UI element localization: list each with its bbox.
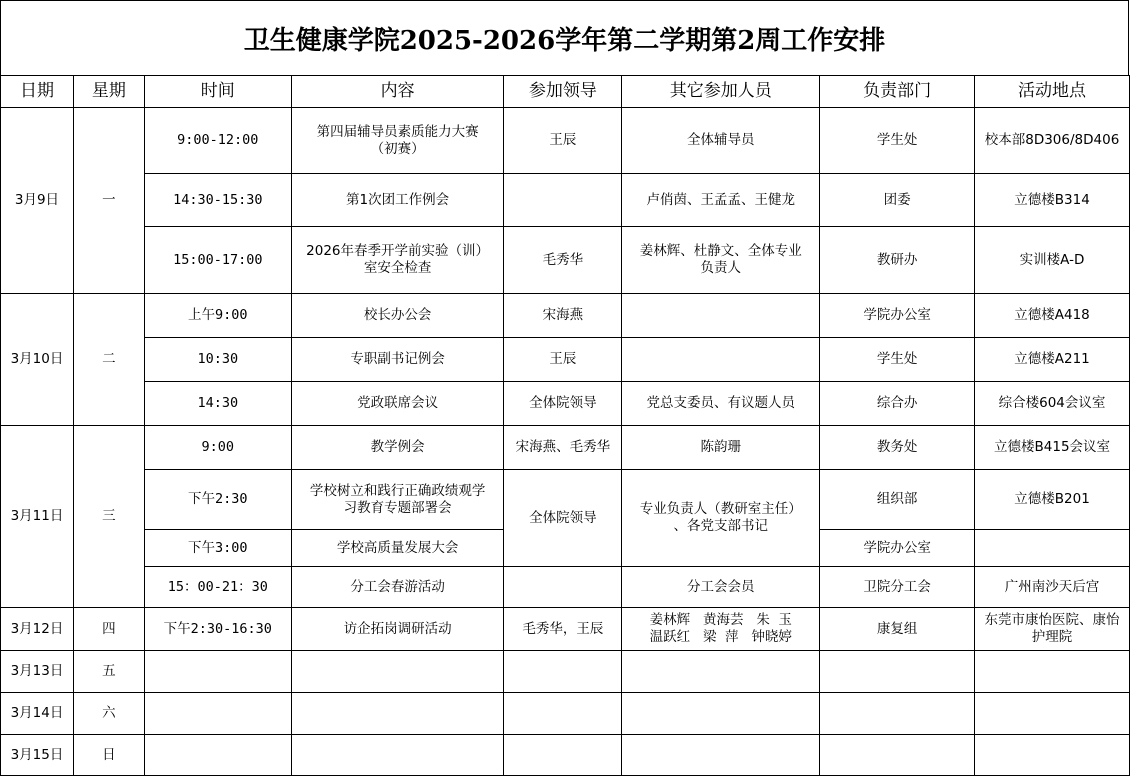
place-cell: 东莞市康怡医院、康怡 护理院	[975, 608, 1130, 651]
time-cell: 14:30	[144, 382, 291, 426]
weekday-cell: 五	[73, 651, 144, 693]
time-cell: 下午3:00	[144, 530, 291, 567]
table-row	[1, 651, 1130, 693]
dept-cell: 综合办	[820, 382, 975, 426]
date-cell: 3月15日	[1, 735, 74, 776]
date-cell: 3月11日	[1, 426, 74, 608]
time-cell: 15:00-17:00	[144, 227, 291, 294]
leader-cell: 毛秀华	[504, 227, 622, 294]
leader-cell: 宋海燕	[504, 294, 622, 338]
place-cell: 立德楼B314	[975, 174, 1130, 227]
time-cell: 9:00	[144, 426, 291, 470]
time-cell: 9:00-12:00	[144, 108, 291, 174]
others-cell: 全体辅导员	[622, 108, 820, 174]
others-cell	[622, 735, 820, 776]
table-row	[1, 567, 1130, 608]
table-row	[1, 227, 1130, 294]
table-row	[1, 174, 1130, 227]
place-cell	[975, 735, 1130, 776]
others-cell: 陈韵珊	[622, 426, 820, 470]
leader-cell	[504, 174, 622, 227]
weekday-cell: 三	[73, 426, 144, 608]
date-cell: 3月14日	[1, 693, 74, 735]
content-cell: 2026年春季开学前实验（训） 室安全检查	[291, 227, 504, 294]
content-cell: 访企拓岗调研活动	[291, 608, 504, 651]
leader-cell: 全体院领导	[504, 470, 622, 567]
header-others: 其它参加人员	[622, 76, 820, 108]
leader-cell	[504, 693, 622, 735]
time-cell: 14:30-15:30	[144, 174, 291, 227]
place-cell: 广州南沙天后宫	[975, 567, 1130, 608]
time-cell	[144, 651, 291, 693]
header-content: 内容	[291, 76, 504, 108]
content-cell: 第1次团工作例会	[291, 174, 504, 227]
others-cell: 姜林辉 黄海芸 朱 玉 温跃红 梁 萍 钟晓婷	[622, 608, 820, 651]
header-place: 活动地点	[975, 76, 1130, 108]
time-cell: 上午9:00	[144, 294, 291, 338]
place-cell: 立德楼B415会议室	[975, 426, 1130, 470]
dept-cell	[820, 651, 975, 693]
time-cell: 10:30	[144, 338, 291, 382]
leader-cell: 王辰	[504, 338, 622, 382]
weekday-cell: 六	[73, 693, 144, 735]
place-cell	[975, 530, 1130, 567]
leader-cell: 宋海燕、毛秀华	[504, 426, 622, 470]
time-cell: 下午2:30	[144, 470, 291, 530]
content-cell: 学校高质量发展大会	[291, 530, 504, 567]
time-cell	[144, 735, 291, 776]
others-cell	[622, 338, 820, 382]
time-cell: 15：00-21：30	[144, 567, 291, 608]
place-cell: 实训楼A-D	[975, 227, 1130, 294]
dept-cell: 康复组	[820, 608, 975, 651]
table-row	[1, 294, 1130, 338]
content-cell: 党政联席会议	[291, 382, 504, 426]
table-row	[1, 382, 1130, 426]
table-row	[1, 338, 1130, 382]
leader-cell: 毛秀华，王辰	[504, 608, 622, 651]
place-cell	[975, 693, 1130, 735]
leader-cell: 全体院领导	[504, 382, 622, 426]
time-cell	[144, 693, 291, 735]
leader-cell: 王辰	[504, 108, 622, 174]
content-cell: 校长办公会	[291, 294, 504, 338]
header-leader: 参加领导	[504, 76, 622, 108]
time-cell: 下午2:30-16:30	[144, 608, 291, 651]
others-cell: 分工会会员	[622, 567, 820, 608]
date-cell: 3月9日	[1, 108, 74, 294]
header-date: 日期	[1, 76, 74, 108]
table-row	[1, 608, 1130, 651]
dept-cell	[820, 735, 975, 776]
place-cell: 立德楼B201	[975, 470, 1130, 530]
table-row	[1, 108, 1130, 174]
place-cell: 立德楼A418	[975, 294, 1130, 338]
leader-cell	[504, 567, 622, 608]
weekday-cell: 日	[73, 735, 144, 776]
content-cell: 分工会春游活动	[291, 567, 504, 608]
content-cell	[291, 651, 504, 693]
dept-cell: 学院办公室	[820, 294, 975, 338]
dept-cell: 卫院分工会	[820, 567, 975, 608]
weekday-cell: 四	[73, 608, 144, 651]
dept-cell: 学生处	[820, 108, 975, 174]
date-cell: 3月10日	[1, 294, 74, 426]
schedule-table	[0, 75, 1130, 776]
dept-cell: 教务处	[820, 426, 975, 470]
dept-cell: 组织部	[820, 470, 975, 530]
place-cell: 综合楼604会议室	[975, 382, 1130, 426]
table-row	[1, 426, 1130, 470]
others-cell: 卢俏茵、王孟孟、王健龙	[622, 174, 820, 227]
content-cell	[291, 693, 504, 735]
dept-cell: 团委	[820, 174, 975, 227]
others-cell: 党总支委员、有议题人员	[622, 382, 820, 426]
dept-cell: 学生处	[820, 338, 975, 382]
content-cell: 学校树立和践行正确政绩观学 习教育专题部署会	[291, 470, 504, 530]
header-time: 时间	[144, 76, 291, 108]
leader-cell	[504, 735, 622, 776]
table-row	[1, 735, 1130, 776]
header-weekday: 星期	[73, 76, 144, 108]
header-row	[1, 76, 1130, 108]
header-dept: 负责部门	[820, 76, 975, 108]
content-cell	[291, 735, 504, 776]
place-cell: 立德楼A211	[975, 338, 1130, 382]
others-cell	[622, 693, 820, 735]
table-row	[1, 470, 1130, 530]
table-row	[1, 693, 1130, 735]
content-cell: 专职副书记例会	[291, 338, 504, 382]
weekday-cell: 一	[73, 108, 144, 294]
others-cell: 姜林辉、杜静文、全体专业 负责人	[622, 227, 820, 294]
place-cell: 校本部8D306/8D406	[975, 108, 1130, 174]
content-cell: 教学例会	[291, 426, 504, 470]
page-title: 卫生健康学院2025-2026学年第二学期第2周工作安排	[0, 0, 1129, 76]
others-cell: 专业负责人（教研室主任） 、各党支部书记	[622, 470, 820, 567]
date-cell: 3月12日	[1, 608, 74, 651]
others-cell	[622, 294, 820, 338]
content-cell: 第四届辅导员素质能力大赛 （初赛）	[291, 108, 504, 174]
date-cell: 3月13日	[1, 651, 74, 693]
leader-cell	[504, 651, 622, 693]
place-cell	[975, 651, 1130, 693]
dept-cell: 学院办公室	[820, 530, 975, 567]
dept-cell: 教研办	[820, 227, 975, 294]
dept-cell	[820, 693, 975, 735]
weekday-cell: 二	[73, 294, 144, 426]
others-cell	[622, 651, 820, 693]
